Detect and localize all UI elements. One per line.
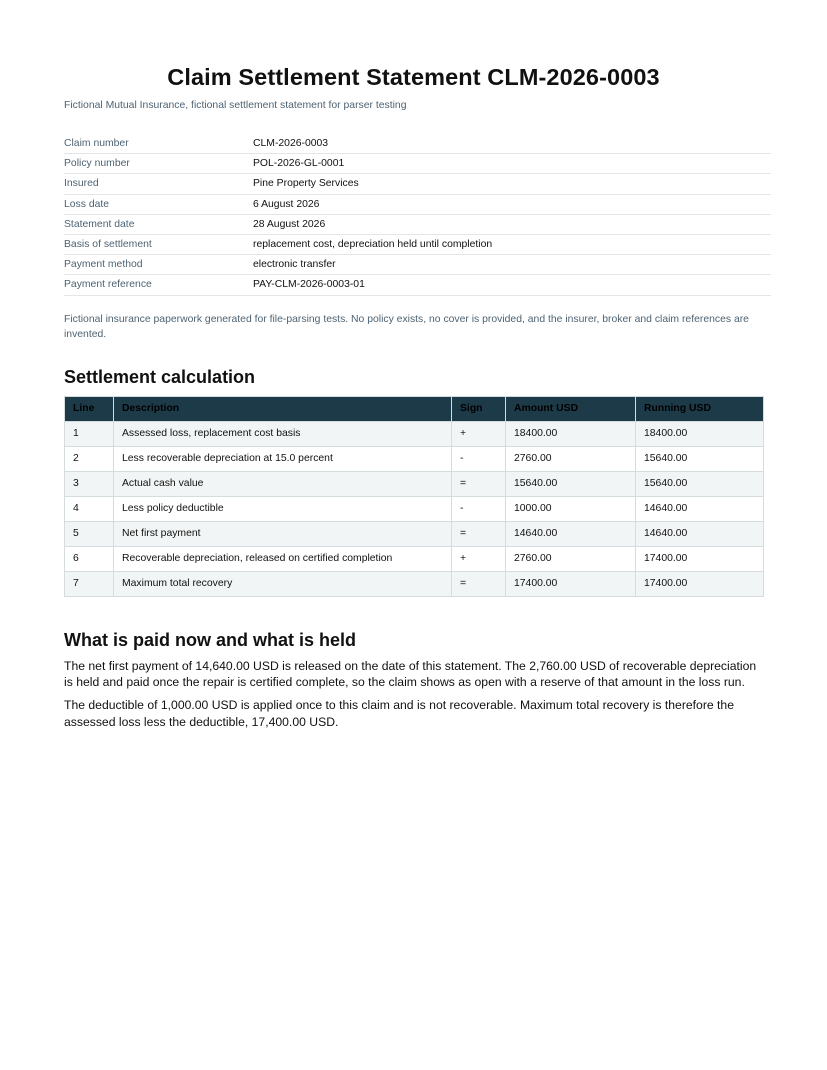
detail-label: Policy number xyxy=(64,154,253,174)
table-row xyxy=(65,496,764,521)
detail-row xyxy=(64,214,771,234)
settlement-calculation-heading: Settlement calculation xyxy=(64,366,256,387)
column-header-description: Description xyxy=(114,396,452,421)
cell-sign: = xyxy=(452,471,506,496)
cell-line: 4 xyxy=(65,496,114,521)
column-header-line: Line xyxy=(65,396,114,421)
detail-value: PAY-CLM-2026-0003-01 xyxy=(253,275,771,295)
table-row xyxy=(65,571,764,596)
table-row xyxy=(65,471,764,496)
paid-and-held-heading: What is paid now and what is held xyxy=(64,629,357,650)
disclaimer-note: Fictional insurance paperwork generated for file-parsing tests. No policy exists, no cover is provided, and the insurer, broker and claim references are invented. xyxy=(64,313,749,340)
cell-amount: 1000.00 xyxy=(506,496,636,521)
cell-running: 18400.00 xyxy=(636,421,764,446)
table-row xyxy=(65,521,764,546)
detail-row xyxy=(64,154,771,174)
cell-description: Maximum total recovery xyxy=(114,571,452,596)
cell-line: 6 xyxy=(65,546,114,571)
detail-value: POL-2026-GL-0001 xyxy=(253,154,771,174)
cell-running: 15640.00 xyxy=(636,446,764,471)
detail-row xyxy=(64,255,771,275)
deductible-paragraph: The deductible of 1,000.00 USD is applied once to this claim and is not recoverable. Maximum total recovery is therefore the assessed loss less the deductible, 17,400.00 USD. xyxy=(64,698,734,729)
detail-value: 6 August 2026 xyxy=(253,194,771,214)
detail-label: Basis of settlement xyxy=(64,234,253,254)
cell-line: 2 xyxy=(65,446,114,471)
cell-running: 14640.00 xyxy=(636,521,764,546)
detail-row xyxy=(64,134,771,154)
table-row xyxy=(65,421,764,446)
cell-sign: + xyxy=(452,546,506,571)
detail-value: electronic transfer xyxy=(253,255,771,275)
cell-sign: - xyxy=(452,446,506,471)
cell-sign: + xyxy=(452,421,506,446)
cell-line: 1 xyxy=(65,421,114,446)
cell-description: Assessed loss, replacement cost basis xyxy=(114,421,452,446)
cell-description: Recoverable depreciation, released on certified completion xyxy=(114,546,452,571)
detail-row xyxy=(64,194,771,214)
cell-amount: 14640.00 xyxy=(506,521,636,546)
detail-row xyxy=(64,234,771,254)
cell-sign: = xyxy=(452,571,506,596)
table-header-row xyxy=(65,396,764,421)
cell-amount: 2760.00 xyxy=(506,546,636,571)
cell-running: 17400.00 xyxy=(636,571,764,596)
cell-running: 15640.00 xyxy=(636,471,764,496)
cell-line: 7 xyxy=(65,571,114,596)
detail-value: replacement cost, depreciation held until completion xyxy=(253,234,771,254)
detail-value: 28 August 2026 xyxy=(253,214,771,234)
claim-details-table xyxy=(64,134,771,296)
cell-line: 5 xyxy=(65,521,114,546)
cell-amount: 18400.00 xyxy=(506,421,636,446)
column-header-sign: Sign xyxy=(452,396,506,421)
cell-amount: 17400.00 xyxy=(506,571,636,596)
cell-description: Net first payment xyxy=(114,521,452,546)
cell-description: Less recoverable depreciation at 15.0 percent xyxy=(114,446,452,471)
column-header-running: Running USD xyxy=(636,396,764,421)
cell-running: 14640.00 xyxy=(636,496,764,521)
cell-amount: 15640.00 xyxy=(506,471,636,496)
cell-sign: = xyxy=(452,521,506,546)
detail-label: Payment reference xyxy=(64,275,253,295)
detail-row xyxy=(64,275,771,295)
cell-sign: - xyxy=(452,496,506,521)
cell-description: Less policy deductible xyxy=(114,496,452,521)
cell-running: 17400.00 xyxy=(636,546,764,571)
cell-line: 3 xyxy=(65,471,114,496)
detail-row xyxy=(64,174,771,194)
page-subtitle: Fictional Mutual Insurance, fictional settlement statement for parser testing xyxy=(64,100,407,111)
cell-description: Actual cash value xyxy=(114,471,452,496)
detail-value: Pine Property Services xyxy=(253,174,771,194)
settlement-calculation-table xyxy=(64,396,764,597)
detail-label: Claim number xyxy=(64,134,253,154)
detail-label: Loss date xyxy=(64,194,253,214)
cell-amount: 2760.00 xyxy=(506,446,636,471)
column-header-amount: Amount USD xyxy=(506,396,636,421)
page-title: Claim Settlement Statement CLM-2026-0003 xyxy=(167,64,660,90)
detail-value: CLM-2026-0003 xyxy=(253,134,771,154)
paid-and-held-paragraph: The net first payment of 14,640.00 USD is released on the date of this statement. The 2,760.00 USD of recoverable depreciation is held and paid once the repair is certified complete, so the claim shows as open with a reserve of that amount in the loss run. xyxy=(64,658,757,689)
detail-label: Insured xyxy=(64,174,253,194)
detail-label: Statement date xyxy=(64,214,253,234)
table-row xyxy=(65,546,764,571)
table-row xyxy=(65,446,764,471)
detail-label: Payment method xyxy=(64,255,253,275)
